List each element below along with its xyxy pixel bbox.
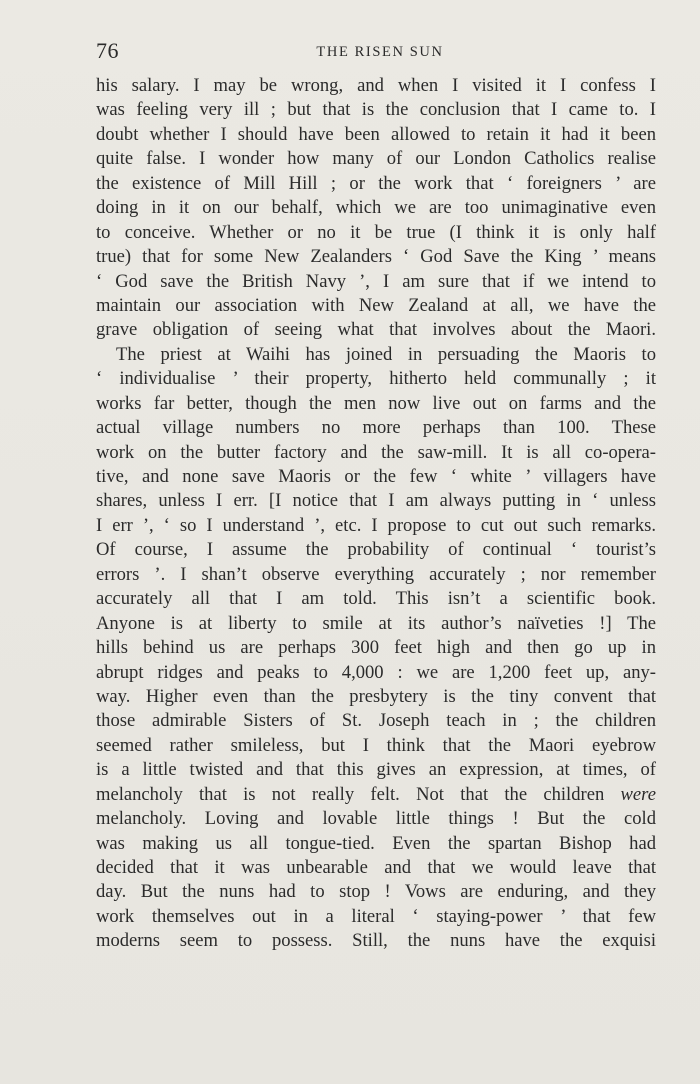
- text-line: Anyone is at liberty to smile at its author’s naïveties !] The: [96, 612, 656, 634]
- text-line: is a little twisted and that this gives an expression, at times, of: [96, 759, 656, 781]
- text-line: quite false. I wonder how many of our London Catholics realise: [96, 148, 656, 170]
- text-line: accurately all that I am told. This isn’t a scientific book.: [96, 588, 656, 610]
- text-line: those admirable Sisters of St. Joseph teach in ; the children: [96, 710, 656, 732]
- text-line: errors ’. I shan’t observe everything accurately ; nor remember: [96, 563, 656, 585]
- text-line: to conceive. Whether or no it be true (I think it is only half: [96, 221, 656, 243]
- text-line: The priest at Waihi has joined in persuading the Maoris to: [116, 343, 656, 365]
- text-line: was feeling very ill ; but that is the conclusion that I came to. I: [96, 99, 656, 121]
- text-line: tive, and none save Maoris or the few ‘ white ’ villagers have: [96, 466, 656, 487]
- text-line: I err ’, ‘ so I understand ’, etc. I propose to cut out such remarks.: [96, 514, 656, 536]
- text-line: was making us all tongue-tied. Even the spartan Bishop had: [96, 832, 656, 854]
- running-head: THE RISEN SUN: [316, 44, 444, 60]
- text-line: hills behind us are perhaps 300 feet high and then go up in: [96, 637, 656, 659]
- text-line: maintain our association with New Zealand at all, we have the: [96, 294, 656, 316]
- text-line: true) that for some New Zealanders ‘ God Save the King ’ means: [96, 246, 656, 268]
- text-line: doing in it on our behalf, which we are too unimaginative even: [96, 197, 656, 219]
- text-line: way. Higher even than the presbytery is the tiny convent that: [96, 685, 656, 707]
- text-line: his salary. I may be wrong, and when I visited it I confess I: [96, 75, 656, 96]
- italic-emphasis: were: [620, 783, 656, 805]
- text-line: doubt whether I should have been allowed to retain it had it been: [96, 123, 656, 145]
- text-line: works far better, though the men now live out on farms and the: [96, 392, 656, 414]
- text-line: work themselves out in a literal ‘ staying-power ’ that few: [96, 905, 656, 927]
- text-line: grave obligation of seeing what that involves about the Maori.: [96, 319, 656, 341]
- page-header: [96, 38, 656, 68]
- text-line: shares, unless I err. [I notice that I am always putting in ‘ unless: [96, 490, 656, 512]
- text-line: moderns seem to possess. Still, the nuns have the exquisi: [96, 930, 656, 952]
- text-line: melancholy that is not really felt. Not that the children were: [96, 783, 656, 805]
- text-line: ‘ God save the British Navy ’, I am sure that if we intend to: [96, 270, 656, 292]
- body-text: [96, 74, 656, 954]
- text-line: day. But the nuns had to stop ! Vows are enduring, and they: [96, 881, 656, 903]
- text-line: the existence of Mill Hill ; or the work that ‘ foreigners ’ are: [96, 172, 656, 194]
- text-line: Of course, I assume the probability of continual ‘ tourist’s: [96, 539, 656, 561]
- text-line: abrupt ridges and peaks to 4,000 : we are 1,200 feet up, any-: [96, 661, 656, 683]
- text-line: seemed rather smileless, but I think that the Maori eyebrow: [96, 734, 656, 756]
- page-number: 76: [96, 38, 119, 63]
- text-line: melancholy. Loving and lovable little things ! But the cold: [96, 808, 656, 830]
- text-line: work on the butter factory and the saw-mill. It is all co-opera-: [96, 441, 656, 463]
- text-line: decided that it was unbearable and that we would leave that: [96, 857, 656, 878]
- text-line: ‘ individualise ’ their property, hitherto held communally ; it: [96, 368, 656, 390]
- text-line: actual village numbers no more perhaps than 100. These: [96, 417, 656, 439]
